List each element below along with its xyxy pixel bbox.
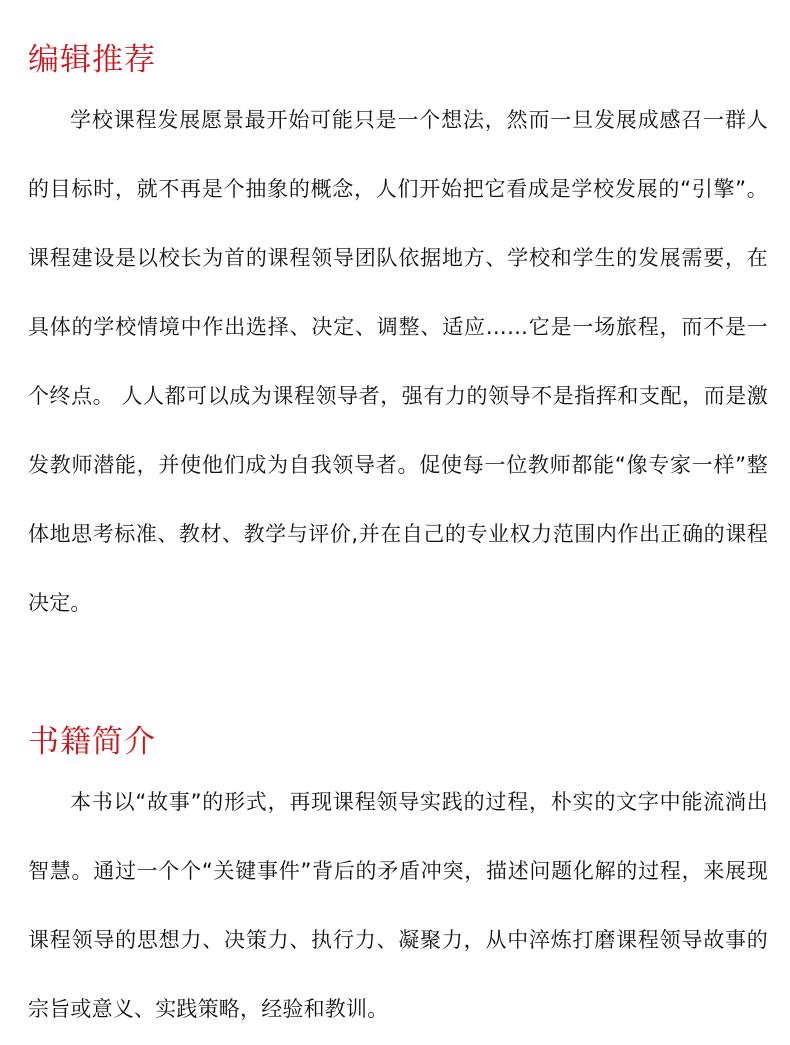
editor-recommendation-section <box>28 40 768 638</box>
editor-recommendation-heading: 编辑推荐 <box>28 42 156 78</box>
book-intro-text: 本书以“故事”的形式，再现课程领导实践的过程，朴实的文字中能流淌出智慧。通过一个个“关键事件”背后的矛盾冲突，描述问题化解的过程，来展现课程领导的思想力、决策力、执行力、凝聚力，从中淬炼打磨课程领导故事的宗旨或意义、实践策略，经验和教训。 <box>28 790 768 1021</box>
editor-recommendation-text: 学校课程发展愿景最开始可能只是一个想法，然而一旦发展成感召一群人的目标时，就不再是个抽象的概念，人们开始把它看成是学校发展的“引擎”。 课程建设是以校长为首的课程领导团队依据地方、学校和学生的发展需要，在具体的学校情境中作出选择、决定、调整、适应……它是一场旅程，而不是一个终点。 人人都可以成为课程领导者，强有力的领导不是指挥和支配，而是激发教师潜能，并使他们成为自我领导者。促使每一位教师都能“像专家一样”整体地思考标准、教材、教学与评价,并在自己的专业权力范围内作出正确的课程决定。 <box>28 108 768 615</box>
book-intro-heading: 书籍简介 <box>28 724 156 760</box>
book-intro-section <box>28 722 768 1044</box>
